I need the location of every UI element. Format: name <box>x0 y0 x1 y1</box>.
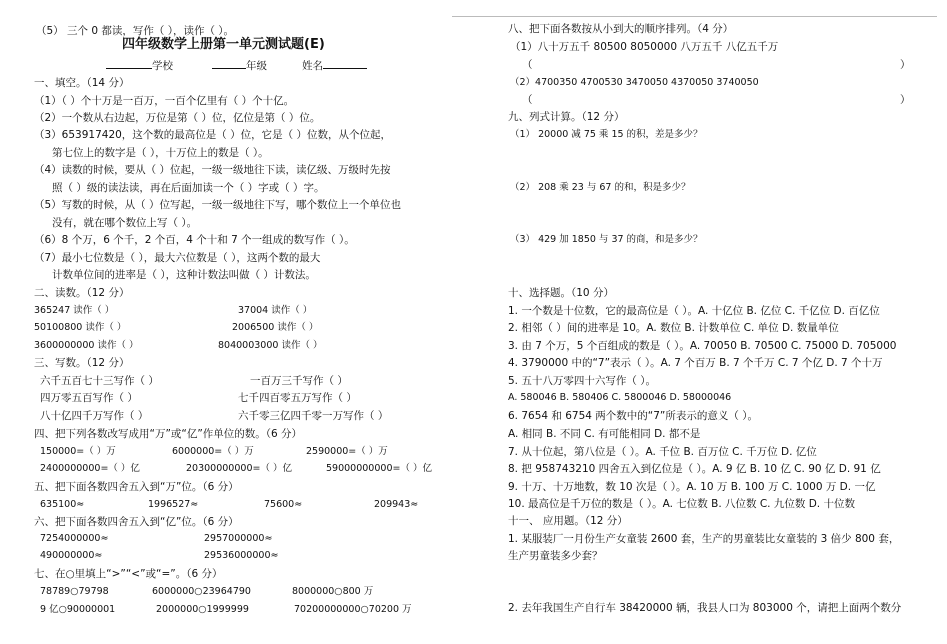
s2-r1a: 365247 读作（ ） <box>34 305 115 316</box>
s1-q3-line1: （3）653917420，这个数的最高位是（ ）位，它是（ ）位数，从个位起， <box>34 129 391 141</box>
s1-q2: （2）一个数从右边起，万位是第（ ）位，亿位是第（ ）位。 <box>34 112 321 124</box>
s10-q2: 2. 相邻（ ）间的进率是 10。A. 数位 B. 计数单位 C. 单位 D. 数量单位 <box>508 322 839 334</box>
s10-q6-options: A. 相同 B. 不同 C. 有可能相同 D. 都不是 <box>508 428 701 440</box>
s10-q4: 4. 3790000 中的“7”表示（ ）。A. 7 个百万 B. 7 个千万 C. 7 个亿 D. 7 个十万 <box>508 357 883 369</box>
s8-q1-lparen: （ <box>522 59 533 71</box>
s8-q2: （2）4700350 4700530 3470050 4370050 3740050 <box>510 77 759 88</box>
section-8-heading: 八、把下面各数按从小到大的顺序排列。（4 分） <box>508 23 734 35</box>
top-rule <box>452 16 937 17</box>
s4-r1c: 2590000=（ ）万 <box>306 446 388 457</box>
s7-r2c: 70200000000○70200 万 <box>294 604 412 615</box>
top-line: （5） 三个 0 都读，写作（ ），读作（ ）。 <box>36 25 235 37</box>
section-11-heading: 十一、 应用题。（12 分） <box>508 515 628 527</box>
s2-r1b: 37004 读作（ ） <box>238 305 313 316</box>
section-3-heading: 三、写数。（12 分） <box>34 357 130 369</box>
s7-r1b: 6000000○23964790 <box>152 586 251 597</box>
section-4-heading: 四、把下列各数改写成用“万”或“亿”作单位的数。（6 分） <box>34 428 303 440</box>
page-title: 四年级数学上册第一单元测试题(E) <box>122 37 325 52</box>
section-6-heading: 六、把下面各数四舍五入到“亿”位。（6 分） <box>34 516 239 528</box>
s1-q7-line2: 计数单位间的进率是（ ），这种计数法叫做（ ）计数法。 <box>52 269 316 281</box>
school-label: 学校 <box>106 58 173 73</box>
s8-q1-rparen: ） <box>900 59 911 71</box>
section-9-heading: 九、列式计算。（12 分） <box>508 111 625 123</box>
s11-q1-line2: 生产男童装多少套？ <box>508 550 603 562</box>
s4-r1b: 6000000=（ ）万 <box>172 446 254 457</box>
section-10-heading: 十、选择题。（10 分） <box>508 287 614 299</box>
s5-d: 209943≈ <box>374 499 419 510</box>
s7-r2b: 2000000○1999999 <box>156 604 249 615</box>
s8-q1: （1）八十万五千 80500 8050000 八万五千 八亿五千万 <box>510 41 779 53</box>
s4-r2c: 59000000000=（ ）亿 <box>326 463 432 474</box>
s1-q1: （1）（ ）个十万是一百万，一百个亿里有（ ）个十亿。 <box>34 95 295 107</box>
s7-r1a: 78789○79798 <box>40 586 109 597</box>
s10-q7: 7. 从十位起，第八位是（ ）。A. 千位 B. 百万位 C. 千万位 D. 亿位 <box>508 446 817 458</box>
s1-q5-line2: 没有，就在哪个数位上写（ ）。 <box>52 217 198 229</box>
section-7-heading: 七、在○里填上“>”“<”或“=”。（6 分） <box>34 568 223 580</box>
s1-q5-line1: （5）写数的时候，从（ ）位写起，一级一级地往下写，哪个数位上一个单位也 <box>34 199 402 211</box>
s9-q1: （1） 20000 减 75 乘 15 的积，差是多少？ <box>510 129 703 140</box>
s10-q8: 8. 把 958743210 四舍五入到亿位是（ ）。A. 9 亿 B. 10 亿 C. 90 亿 D. 91 亿 <box>508 463 881 475</box>
s5-c: 75600≈ <box>264 499 303 510</box>
s3-r1a: 六千五百七十三写作（ ） <box>40 375 159 387</box>
s5-a: 635100≈ <box>40 499 85 510</box>
s8-q2-rparen: ） <box>900 94 911 106</box>
s10-q5: 5. 五十八万零四十六写作（ ）。 <box>508 375 656 387</box>
s7-r1c: 8000000○800 万 <box>292 586 374 597</box>
s10-q9: 9. 十万、十万地数，数 10 次是（ ）。A. 10 万 B. 100 万 C. 1000 万 D. 一亿 <box>508 481 876 493</box>
s2-r2b: 2006500 读作（ ） <box>232 322 319 333</box>
s3-r2a: 四万零五百写作（ ） <box>40 392 138 404</box>
s6-d: 29536000000≈ <box>204 550 279 561</box>
s1-q6: （6）8 个万，6 个千，2 个百，4 个十和 7 个一组成的数写作（ ）。 <box>34 234 355 246</box>
s2-r3a: 3600000000 读作（ ） <box>34 340 139 351</box>
s2-r2a: 50100800 读作（ ） <box>34 322 127 333</box>
s3-r2b: 七千四百零五万写作（ ） <box>238 392 357 404</box>
name-label: 姓名 <box>302 58 367 73</box>
s11-q1-line1: 1. 某服装厂一月份生产女童装 2600 套，生产的男童装比女童装的 3 倍少 800 套， <box>508 533 900 545</box>
s10-q6: 6. 7654 和 6754 两个数中的“7”所表示的意义（ ）。 <box>508 410 758 422</box>
s3-r1b: 一百万三千写作（ ） <box>250 375 348 387</box>
s4-r2b: 20300000000=（ ）亿 <box>186 463 292 474</box>
s3-r3b: 六千零三亿四千零一万写作（ ） <box>238 410 389 422</box>
s2-r3b: 8040003000 读作（ ） <box>218 340 323 351</box>
section-2-heading: 二、读数。（12 分） <box>34 287 130 299</box>
s9-q3: （3） 429 加 1850 与 37 的商，和是多少？ <box>510 234 703 245</box>
s6-b: 2957000000≈ <box>204 533 273 544</box>
s11-q2: 2. 去年我国生产自行车 38420000 辆，我县人口为 803000 个，请把上面两个数分 <box>508 602 902 614</box>
s1-q4-line1: （4）读数的时候，要从（ ）位起，一级一级地往下读，读亿级、万级时先按 <box>34 164 391 176</box>
s5-b: 1996527≈ <box>148 499 199 510</box>
s1-q7-line1: （7）最小七位数是（ ），最大六位数是（ ），这两个数的最大 <box>34 252 321 264</box>
s10-q10: 10. 最高位是千万位的数是（ ）。A. 七位数 B. 八位数 C. 九位数 D. 十位数 <box>508 498 855 510</box>
section-1-heading: 一、填空。（14 分） <box>34 77 130 89</box>
s6-c: 490000000≈ <box>40 550 103 561</box>
s1-q4-line2: 照（ ）级的读法读，再在后面加读一个（ ）字或（ ）字。 <box>52 182 325 194</box>
s4-r1a: 150000=（ ）万 <box>40 446 116 457</box>
s3-r3a: 八十亿四千万写作（ ） <box>40 410 149 422</box>
s10-q1: 1. 一个数是十位数，它的最高位是（ ）。A. 十亿位 B. 亿位 C. 千亿位 D. 百亿位 <box>508 305 880 317</box>
section-5-heading: 五、把下面各数四舍五入到“万”位。（6 分） <box>34 481 239 493</box>
s9-q2: （2） 208 乘 23 与 67 的和，积是多少？ <box>510 182 691 193</box>
grade-label: 年级 <box>212 58 267 73</box>
s8-q2-lparen: （ <box>522 94 533 106</box>
s1-q3-line2: 第七位上的数字是（ ），十万位上的数是（ ）。 <box>52 147 269 159</box>
s4-r2a: 2400000000=（ ）亿 <box>40 463 140 474</box>
s6-a: 7254000000≈ <box>40 533 109 544</box>
s7-r2a: 9 亿○90000001 <box>40 604 116 615</box>
s10-q5-options: A. 580046 B. 580406 C. 5800046 D. 58000046 <box>508 392 732 403</box>
s10-q3: 3. 由 7 个万，5 个百组成的数是（ ）。A. 70050 B. 70500 C. 75000 D. 705000 <box>508 340 897 352</box>
